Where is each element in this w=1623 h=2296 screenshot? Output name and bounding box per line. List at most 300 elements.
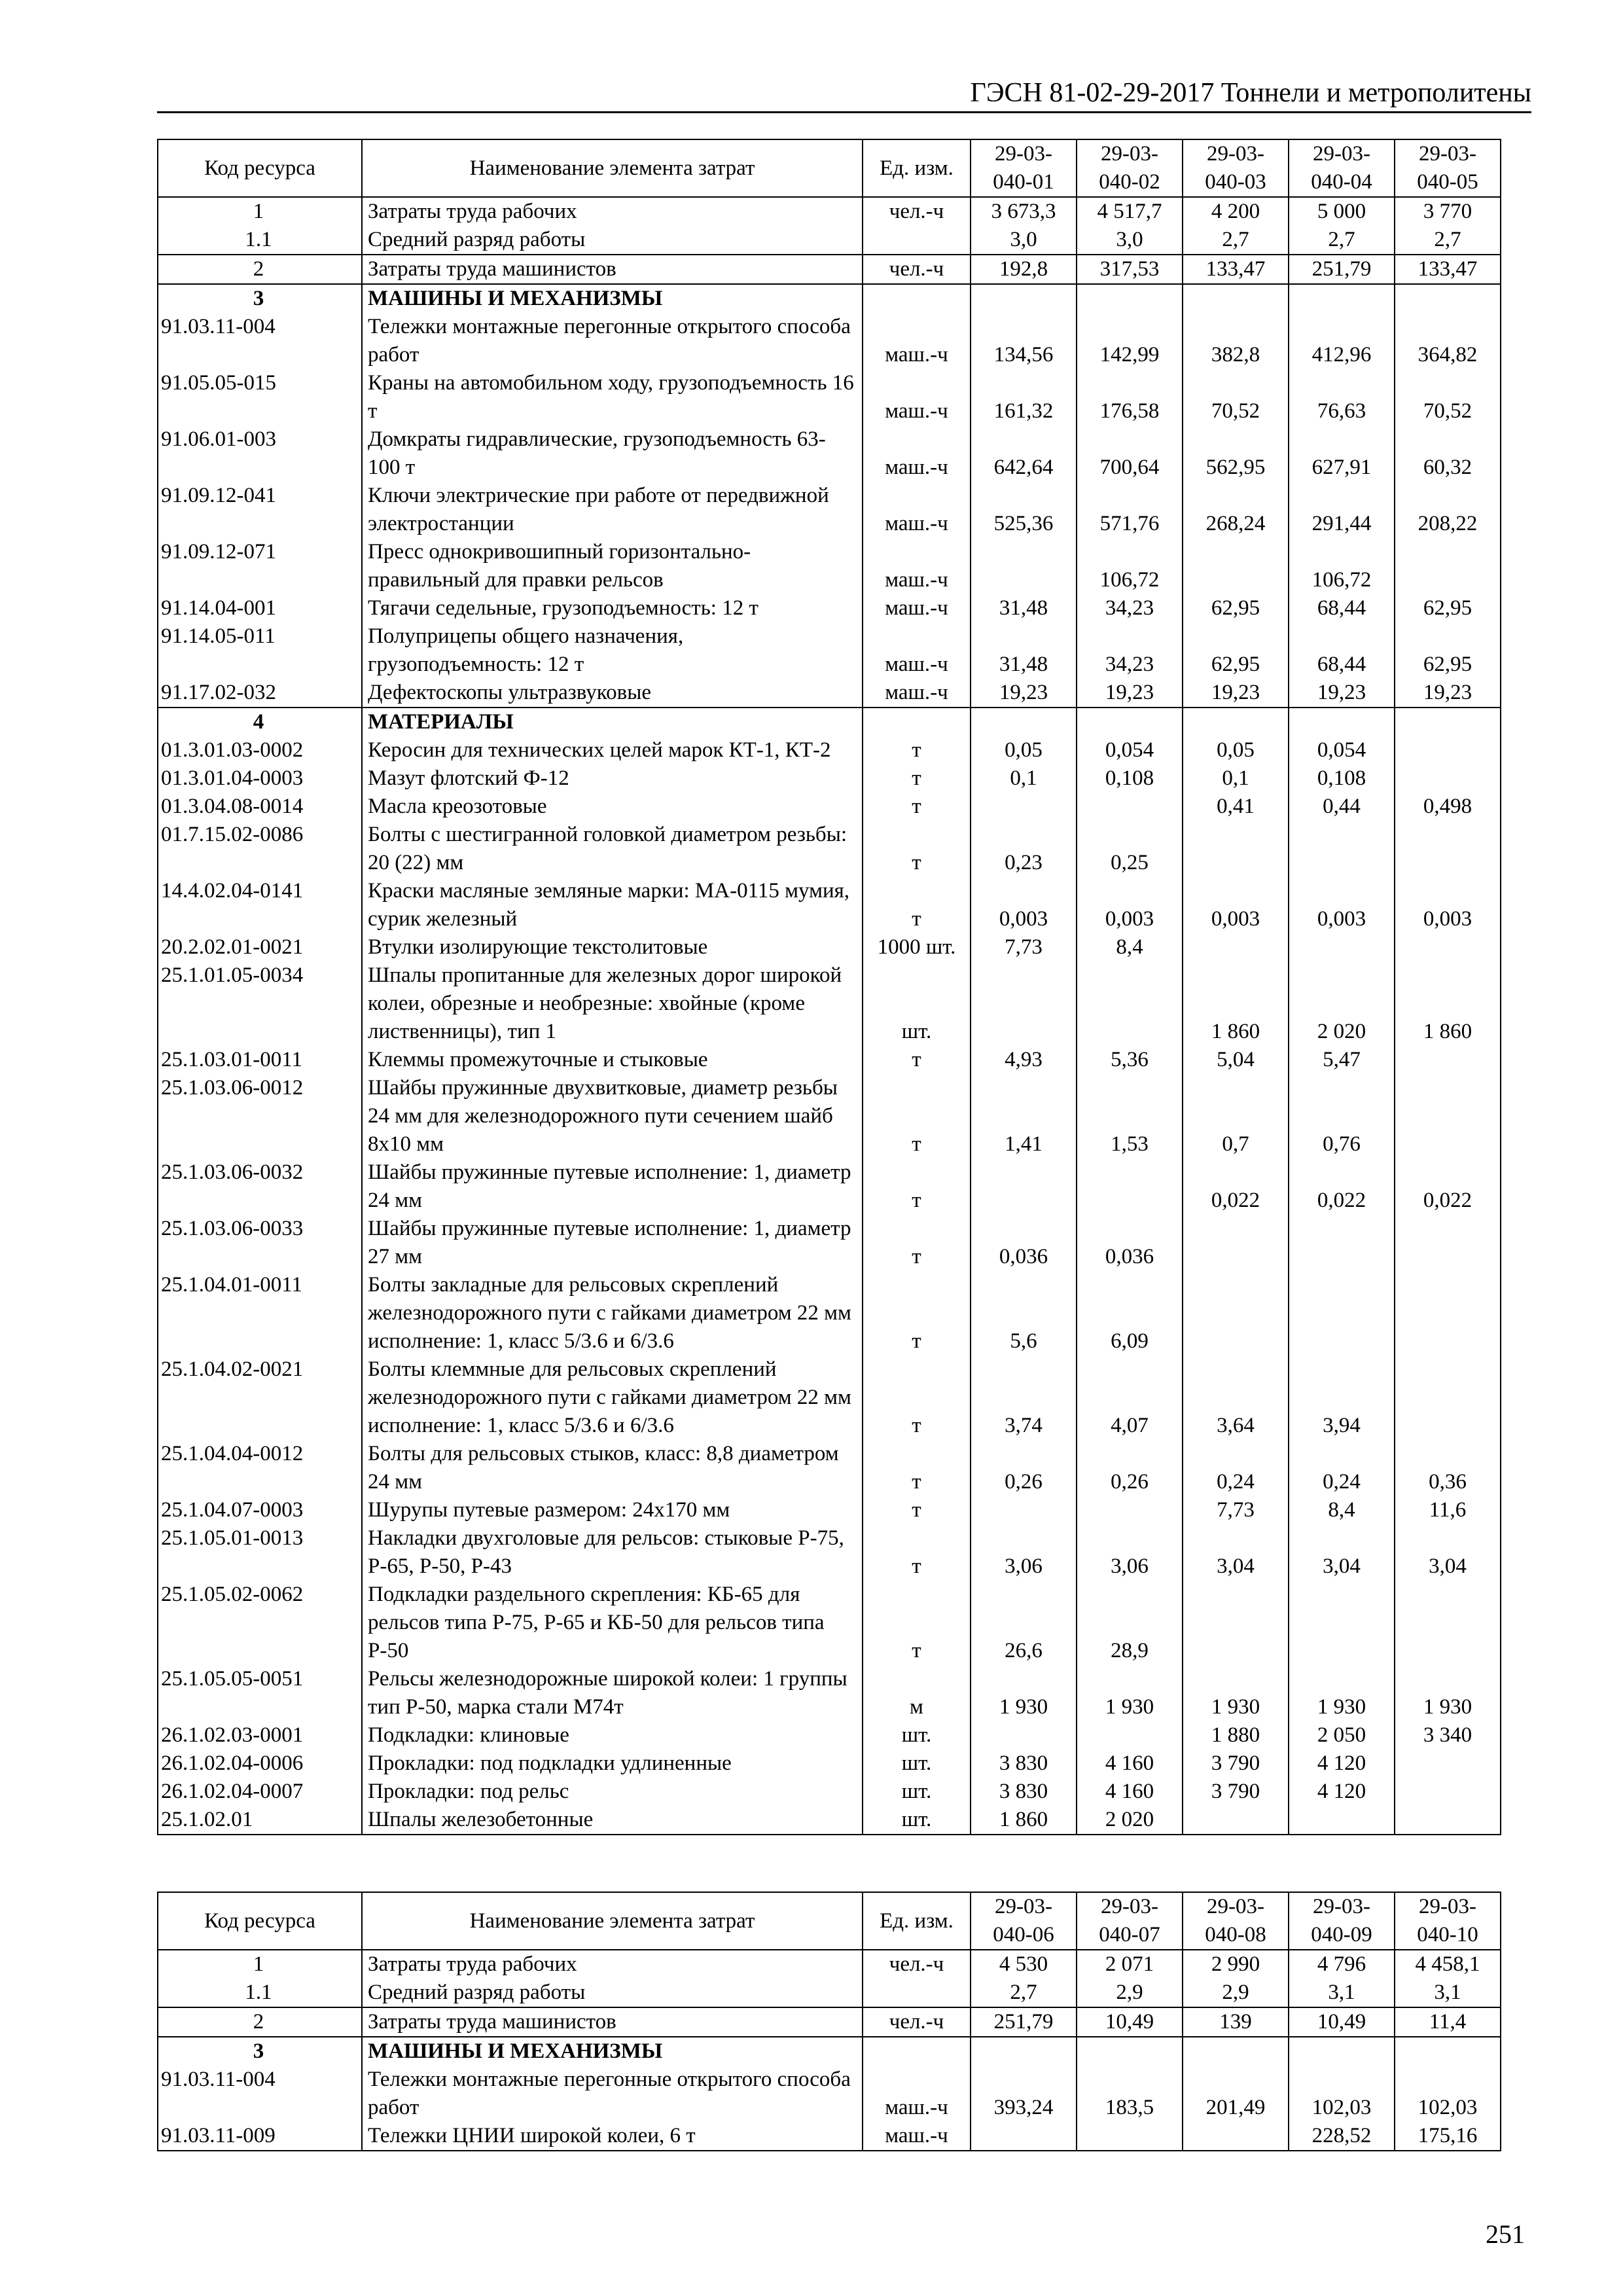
unit-cell: т [863, 793, 971, 821]
resource-code-cell: 91.09.12-041 [158, 482, 362, 538]
resource-name-cell: Шпалы железобетонные [362, 1806, 863, 1835]
table-row [158, 425, 1501, 482]
value-cell: 0,26 [971, 1440, 1077, 1496]
resource-name-cell: Масла креозотовые [362, 793, 863, 821]
value-cell: 382,8 [1183, 313, 1289, 369]
value-cell [971, 2122, 1077, 2151]
resource-name-cell: Керосин для технических целей марок КТ-1, КТ-2 [362, 736, 863, 764]
unit-cell: 1000 шт. [863, 933, 971, 961]
resource-code-cell: 25.1.04.07-0003 [158, 1496, 362, 1524]
value-cell: 0,036 [971, 1215, 1077, 1271]
resource-name-cell: Средний разряд работы [362, 1979, 863, 2007]
table-row [158, 679, 1501, 708]
value-cell: 3,1 [1289, 1979, 1395, 2007]
value-cell: 68,44 [1289, 594, 1395, 622]
value-cell [1289, 1581, 1395, 1665]
value-cell: 291,44 [1289, 482, 1395, 538]
header-col-4: 29-03- 040-09 [1289, 1892, 1395, 1950]
value-cell: 31,48 [971, 594, 1077, 622]
unit-cell: маш.-ч [863, 538, 971, 594]
resource-name-cell: Затраты труда машинистов [362, 255, 863, 284]
header-col-3: 29-03- 040-03 [1183, 139, 1289, 197]
unit-cell: т [863, 1440, 971, 1496]
value-cell: 0,108 [1289, 764, 1395, 793]
resource-code-cell: 26.1.02.04-0006 [158, 1749, 362, 1778]
table-row [158, 255, 1501, 284]
value-cell [1395, 1215, 1501, 1271]
resource-code-cell: 25.1.05.02-0062 [158, 1581, 362, 1665]
header-col-4: 29-03- 040-04 [1289, 139, 1395, 197]
resource-code-cell: 01.3.04.08-0014 [158, 793, 362, 821]
value-cell: 2,7 [971, 1979, 1077, 2007]
section-row [158, 708, 1501, 736]
value-cell: 142,99 [1077, 313, 1183, 369]
value-cell: 0,022 [1395, 1158, 1501, 1215]
value-cell [1395, 933, 1501, 961]
value-cell: 0,1 [1183, 764, 1289, 793]
value-cell: 2 071 [1077, 1950, 1183, 1979]
table-row [158, 197, 1501, 226]
value-cell [1077, 1721, 1183, 1749]
value-cell: 642,64 [971, 425, 1077, 482]
value-cell: 19,23 [971, 679, 1077, 708]
resource-code-cell: 3 [158, 2037, 362, 2066]
resource-name-cell: МАТЕРИАЛЫ [362, 708, 863, 736]
value-cell [1289, 1215, 1395, 1271]
value-cell [1395, 1355, 1501, 1440]
value-cell [971, 708, 1077, 736]
unit-cell: т [863, 1496, 971, 1524]
table-row [158, 1496, 1501, 1524]
value-cell: 0,24 [1289, 1440, 1395, 1496]
unit-cell: т [863, 764, 971, 793]
header-code: Код ресурса [158, 1892, 362, 1950]
value-cell [1077, 1158, 1183, 1215]
value-cell: 68,44 [1289, 622, 1395, 679]
resource-name-cell: Шайбы пружинные путевые исполнение: 1, диаметр 27 мм [362, 1215, 863, 1271]
value-cell: 2 990 [1183, 1950, 1289, 1979]
value-cell: 0,1 [971, 764, 1077, 793]
page-header [157, 72, 1531, 113]
table-row [158, 622, 1501, 679]
value-cell: 3 673,3 [971, 197, 1077, 226]
value-cell: 1 930 [971, 1665, 1077, 1721]
value-cell [1077, 2037, 1183, 2066]
value-cell: 2,7 [1183, 226, 1289, 255]
resource-name-cell: Рельсы железнодорожные широкой колеи: 1 группы тип Р-50, марка стали М74т [362, 1665, 863, 1721]
value-cell: 0,036 [1077, 1215, 1183, 1271]
value-cell: 0,054 [1289, 736, 1395, 764]
value-cell [1183, 1215, 1289, 1271]
header-name: Наименование элемента затрат [362, 139, 863, 197]
value-cell: 176,58 [1077, 369, 1183, 425]
resource-code-cell: 91.03.11-004 [158, 2066, 362, 2122]
resource-name-cell: МАШИНЫ И МЕХАНИЗМЫ [362, 2037, 863, 2066]
resource-code-cell: 20.2.02.01-0021 [158, 933, 362, 961]
header-col-1: 29-03- 040-01 [971, 139, 1077, 197]
value-cell: 2,7 [1289, 226, 1395, 255]
table-row [158, 793, 1501, 821]
table-row [158, 594, 1501, 622]
value-cell: 34,23 [1077, 622, 1183, 679]
value-cell: 2 020 [1077, 1806, 1183, 1835]
unit-cell [863, 226, 971, 255]
value-cell [1395, 1581, 1501, 1665]
value-cell: 102,03 [1289, 2066, 1395, 2122]
header-col-3: 29-03- 040-08 [1183, 1892, 1289, 1950]
value-cell: 4 160 [1077, 1749, 1183, 1778]
resource-name-cell: Средний разряд работы [362, 226, 863, 255]
resource-name-cell: Болты для рельсовых стыков, класс: 8,8 диаметром 24 мм [362, 1440, 863, 1496]
unit-cell: шт. [863, 961, 971, 1046]
value-cell: 133,47 [1183, 255, 1289, 284]
resource-code-cell: 91.17.02-032 [158, 679, 362, 708]
value-cell [1289, 1806, 1395, 1835]
value-cell: 0,003 [1183, 877, 1289, 933]
resource-code-cell: 25.1.03.06-0033 [158, 1215, 362, 1271]
table-row [158, 313, 1501, 369]
value-cell: 1 930 [1289, 1665, 1395, 1721]
value-cell: 2,9 [1077, 1979, 1183, 2007]
resource-code-cell: 1 [158, 197, 362, 226]
unit-cell: маш.-ч [863, 425, 971, 482]
value-cell: 5,36 [1077, 1046, 1183, 1074]
resource-name-cell: Прокладки: под рельс [362, 1778, 863, 1806]
value-cell [1183, 1581, 1289, 1665]
value-cell: 2 020 [1289, 961, 1395, 1046]
resource-name-cell: Дефектоскопы ультразвуковые [362, 679, 863, 708]
value-cell [1395, 538, 1501, 594]
table-row [158, 1158, 1501, 1215]
resource-name-cell: Затраты труда рабочих [362, 1950, 863, 1979]
unit-cell: маш.-ч [863, 679, 971, 708]
unit-cell: чел.-ч [863, 2007, 971, 2037]
unit-cell: т [863, 1074, 971, 1158]
value-cell: 1 930 [1395, 1665, 1501, 1721]
value-cell: 3,1 [1395, 1979, 1501, 2007]
resource-name-cell: Подкладки: клиновые [362, 1721, 863, 1749]
table-row [158, 1215, 1501, 1271]
value-cell [971, 1158, 1077, 1215]
value-cell [1183, 1806, 1289, 1835]
value-cell: 3,0 [1077, 226, 1183, 255]
resource-name-cell: Болты с шестигранной головкой диаметром резьбы: 20 (22) мм [362, 821, 863, 877]
unit-cell: т [863, 877, 971, 933]
value-cell: 1 860 [971, 1806, 1077, 1835]
table-row [158, 1749, 1501, 1778]
value-cell: 3,74 [971, 1355, 1077, 1440]
unit-cell: т [863, 1215, 971, 1271]
value-cell: 3 770 [1395, 197, 1501, 226]
resource-name-cell: Ключи электрические при работе от передвижной электростанции [362, 482, 863, 538]
value-cell [1183, 708, 1289, 736]
resource-name-cell: Тележки монтажные перегонные открытого способа работ [362, 2066, 863, 2122]
value-cell: 1,53 [1077, 1074, 1183, 1158]
unit-cell: т [863, 1524, 971, 1581]
resource-name-cell: Шпалы пропитанные для железных дорог широкой колеи, обрезные и необрезные: хвойные (кроме лиственницы), тип 1 [362, 961, 863, 1046]
table-row [158, 482, 1501, 538]
value-cell: 201,49 [1183, 2066, 1289, 2122]
resource-code-cell: 26.1.02.03-0001 [158, 1721, 362, 1749]
value-cell: 2 050 [1289, 1721, 1395, 1749]
table-row [158, 538, 1501, 594]
table-row [158, 1074, 1501, 1158]
resource-code-cell: 91.03.11-004 [158, 313, 362, 369]
value-cell: 0,003 [971, 877, 1077, 933]
table-row [158, 764, 1501, 793]
value-cell: 3,64 [1183, 1355, 1289, 1440]
resource-name-cell: Домкраты гидравлические, грузоподъемность 63-100 т [362, 425, 863, 482]
unit-cell: чел.-ч [863, 255, 971, 284]
value-cell: 627,91 [1289, 425, 1395, 482]
value-cell: 251,79 [971, 2007, 1077, 2037]
value-cell [1183, 538, 1289, 594]
value-cell [1289, 821, 1395, 877]
value-cell: 3,94 [1289, 1355, 1395, 1440]
table-row [158, 2066, 1501, 2122]
table-row [158, 1806, 1501, 1835]
resource-name-cell: Клеммы промежуточные и стыковые [362, 1046, 863, 1074]
value-cell: 1 880 [1183, 1721, 1289, 1749]
value-cell: 3,06 [1077, 1524, 1183, 1581]
document-title: ГЭСН 81-02-29-2017 Тоннели и метрополитены [970, 78, 1531, 108]
table-row [158, 226, 1501, 255]
value-cell [1077, 1496, 1183, 1524]
value-cell: 3,0 [971, 226, 1077, 255]
value-cell [1395, 708, 1501, 736]
value-cell: 1,41 [971, 1074, 1077, 1158]
resource-code-cell: 01.7.15.02-0086 [158, 821, 362, 877]
value-cell: 4 458,1 [1395, 1950, 1501, 1979]
value-cell: 4 120 [1289, 1749, 1395, 1778]
unit-cell: шт. [863, 1778, 971, 1806]
resource-code-cell: 91.03.11-009 [158, 2122, 362, 2151]
table-row [158, 961, 1501, 1046]
value-cell: 1 860 [1395, 961, 1501, 1046]
value-cell [1395, 1749, 1501, 1778]
table-row [158, 736, 1501, 764]
value-cell: 5,04 [1183, 1046, 1289, 1074]
value-cell [1395, 1046, 1501, 1074]
table-row [158, 821, 1501, 877]
value-cell: 19,23 [1395, 679, 1501, 708]
value-cell [1077, 284, 1183, 313]
resource-code-cell: 1.1 [158, 1979, 362, 2007]
value-cell [971, 1721, 1077, 1749]
value-cell: 0,23 [971, 821, 1077, 877]
header-col-5: 29-03- 040-05 [1395, 139, 1501, 197]
value-cell: 6,09 [1077, 1271, 1183, 1355]
value-cell: 4,07 [1077, 1355, 1183, 1440]
unit-cell: шт. [863, 1721, 971, 1749]
table-body [158, 197, 1501, 1835]
value-cell: 8,4 [1077, 933, 1183, 961]
resource-code-cell: 25.1.03.06-0032 [158, 1158, 362, 1215]
value-cell: 3 830 [971, 1749, 1077, 1778]
value-cell: 192,8 [971, 255, 1077, 284]
section-row [158, 284, 1501, 313]
value-cell: 4 796 [1289, 1950, 1395, 1979]
value-cell [971, 538, 1077, 594]
value-cell: 5 000 [1289, 197, 1395, 226]
unit-cell [863, 2037, 971, 2066]
table-row [158, 2007, 1501, 2037]
table-row [158, 1665, 1501, 1721]
resource-name-cell: Подкладки раздельного скрепления: КБ-65 для рельсов типа Р-75, Р-65 и КБ-50 для рельсов типа Р-50 [362, 1581, 863, 1665]
resource-table-2 [157, 1892, 1501, 2151]
value-cell: 0,003 [1289, 877, 1395, 933]
unit-cell: маш.-ч [863, 594, 971, 622]
value-cell: 70,52 [1395, 369, 1501, 425]
value-cell: 0,05 [971, 736, 1077, 764]
value-cell: 412,96 [1289, 313, 1395, 369]
value-cell: 4 530 [971, 1950, 1077, 1979]
unit-cell: т [863, 736, 971, 764]
value-cell: 19,23 [1289, 679, 1395, 708]
unit-cell: т [863, 1581, 971, 1665]
unit-cell [863, 1979, 971, 2007]
value-cell: 76,63 [1289, 369, 1395, 425]
value-cell: 62,95 [1183, 594, 1289, 622]
table-row [158, 877, 1501, 933]
resource-name-cell: Шайбы пружинные двухвитковые, диаметр резьбы 24 мм для железнодорожного пути сечением шайб 8х10 мм [362, 1074, 863, 1158]
value-cell: 1 930 [1183, 1665, 1289, 1721]
value-cell: 3,04 [1183, 1524, 1289, 1581]
table-row [158, 1721, 1501, 1749]
value-cell: 11,6 [1395, 1496, 1501, 1524]
value-cell: 175,16 [1395, 2122, 1501, 2151]
unit-cell: маш.-ч [863, 2122, 971, 2151]
value-cell: 268,24 [1183, 482, 1289, 538]
resource-code-cell: 2 [158, 255, 362, 284]
unit-cell: чел.-ч [863, 1950, 971, 1979]
value-cell: 3,06 [971, 1524, 1077, 1581]
value-cell: 571,76 [1077, 482, 1183, 538]
value-cell: 3 790 [1183, 1778, 1289, 1806]
header-col-2: 29-03- 040-07 [1077, 1892, 1183, 1950]
resource-code-cell: 25.1.04.02-0021 [158, 1355, 362, 1440]
value-cell: 3,04 [1395, 1524, 1501, 1581]
value-cell: 34,23 [1077, 594, 1183, 622]
value-cell: 3 790 [1183, 1749, 1289, 1778]
value-cell: 700,64 [1077, 425, 1183, 482]
value-cell: 0,7 [1183, 1074, 1289, 1158]
value-cell: 1 860 [1183, 961, 1289, 1046]
table-row [158, 1271, 1501, 1355]
value-cell: 60,32 [1395, 425, 1501, 482]
resource-name-cell: Тележки монтажные перегонные открытого способа работ [362, 313, 863, 369]
value-cell: 4 517,7 [1077, 197, 1183, 226]
value-cell: 0,054 [1077, 736, 1183, 764]
resource-name-cell: Втулки изолирующие текстолитовые [362, 933, 863, 961]
value-cell: 317,53 [1077, 255, 1183, 284]
table-row [158, 1950, 1501, 1979]
value-cell: 251,79 [1289, 255, 1395, 284]
table-row [158, 1581, 1501, 1665]
resource-code-cell: 26.1.02.04-0007 [158, 1778, 362, 1806]
resource-code-cell: 3 [158, 284, 362, 313]
table-row [158, 369, 1501, 425]
value-cell: 70,52 [1183, 369, 1289, 425]
table-body [158, 1950, 1501, 2151]
value-cell: 19,23 [1077, 679, 1183, 708]
value-cell [1395, 1778, 1501, 1806]
value-cell [1183, 821, 1289, 877]
value-cell: 3,04 [1289, 1524, 1395, 1581]
resource-code-cell: 14.4.02.04-0141 [158, 877, 362, 933]
header-code: Код ресурса [158, 139, 362, 197]
value-cell: 0,498 [1395, 793, 1501, 821]
value-cell: 62,95 [1395, 594, 1501, 622]
header-col-5: 29-03- 040-10 [1395, 1892, 1501, 1950]
value-cell: 393,24 [971, 2066, 1077, 2122]
resource-code-cell: 1 [158, 1950, 362, 1979]
value-cell: 7,73 [971, 933, 1077, 961]
table-header-row [158, 1892, 1501, 1950]
value-cell: 62,95 [1183, 622, 1289, 679]
value-cell [1183, 1271, 1289, 1355]
value-cell [1077, 793, 1183, 821]
table-row [158, 1524, 1501, 1581]
resource-code-cell: 25.1.05.05-0051 [158, 1665, 362, 1721]
resource-code-cell: 01.3.01.03-0002 [158, 736, 362, 764]
value-cell: 4 200 [1183, 197, 1289, 226]
unit-cell: т [863, 1158, 971, 1215]
resource-table-1 [157, 139, 1501, 1835]
table-row [158, 1355, 1501, 1440]
resource-code-cell: 2 [158, 2007, 362, 2037]
table-header-row [158, 139, 1501, 197]
value-cell: 10,49 [1289, 2007, 1395, 2037]
value-cell: 0,108 [1077, 764, 1183, 793]
value-cell [971, 961, 1077, 1046]
value-cell: 364,82 [1395, 313, 1501, 369]
resource-name-cell: Тележки ЦНИИ широкой колеи, 6 т [362, 2122, 863, 2151]
value-cell: 139 [1183, 2007, 1289, 2037]
resource-name-cell: Краски масляные земляные марки: МА-0115 мумия, сурик железный [362, 877, 863, 933]
resource-name-cell: Шайбы пружинные путевые исполнение: 1, диаметр 24 мм [362, 1158, 863, 1215]
value-cell [1289, 1271, 1395, 1355]
value-cell [1077, 2122, 1183, 2151]
value-cell: 0,25 [1077, 821, 1183, 877]
resource-name-cell: Болты клеммные для рельсовых скреплений железнодорожного пути с гайками диаметром 22 мм исполнение: 1, класс 5/3.6 и 6/3.6 [362, 1355, 863, 1440]
resource-name-cell: Затраты труда машинистов [362, 2007, 863, 2037]
table-row [158, 1046, 1501, 1074]
resource-code-cell: 91.05.05-015 [158, 369, 362, 425]
value-cell: 7,73 [1183, 1496, 1289, 1524]
value-cell [1077, 961, 1183, 1046]
unit-cell [863, 284, 971, 313]
value-cell [971, 284, 1077, 313]
resource-code-cell: 25.1.02.01 [158, 1806, 362, 1835]
value-cell: 3 340 [1395, 1721, 1501, 1749]
value-cell: 0,36 [1395, 1440, 1501, 1496]
value-cell [1395, 2037, 1501, 2066]
header-col-2: 29-03- 040-02 [1077, 139, 1183, 197]
resource-name-cell: Прокладки: под подкладки удлиненные [362, 1749, 863, 1778]
value-cell [1395, 736, 1501, 764]
resource-code-cell: 01.3.01.04-0003 [158, 764, 362, 793]
value-cell: 28,9 [1077, 1581, 1183, 1665]
value-cell: 208,22 [1395, 482, 1501, 538]
value-cell [971, 2037, 1077, 2066]
unit-cell: т [863, 1355, 971, 1440]
resource-name-cell: Пресс однокривошипный горизонтально-правильный для правки рельсов [362, 538, 863, 594]
header-unit: Ед. изм. [863, 1892, 971, 1950]
value-cell [1183, 284, 1289, 313]
unit-cell: шт. [863, 1806, 971, 1835]
value-cell: 133,47 [1395, 255, 1501, 284]
